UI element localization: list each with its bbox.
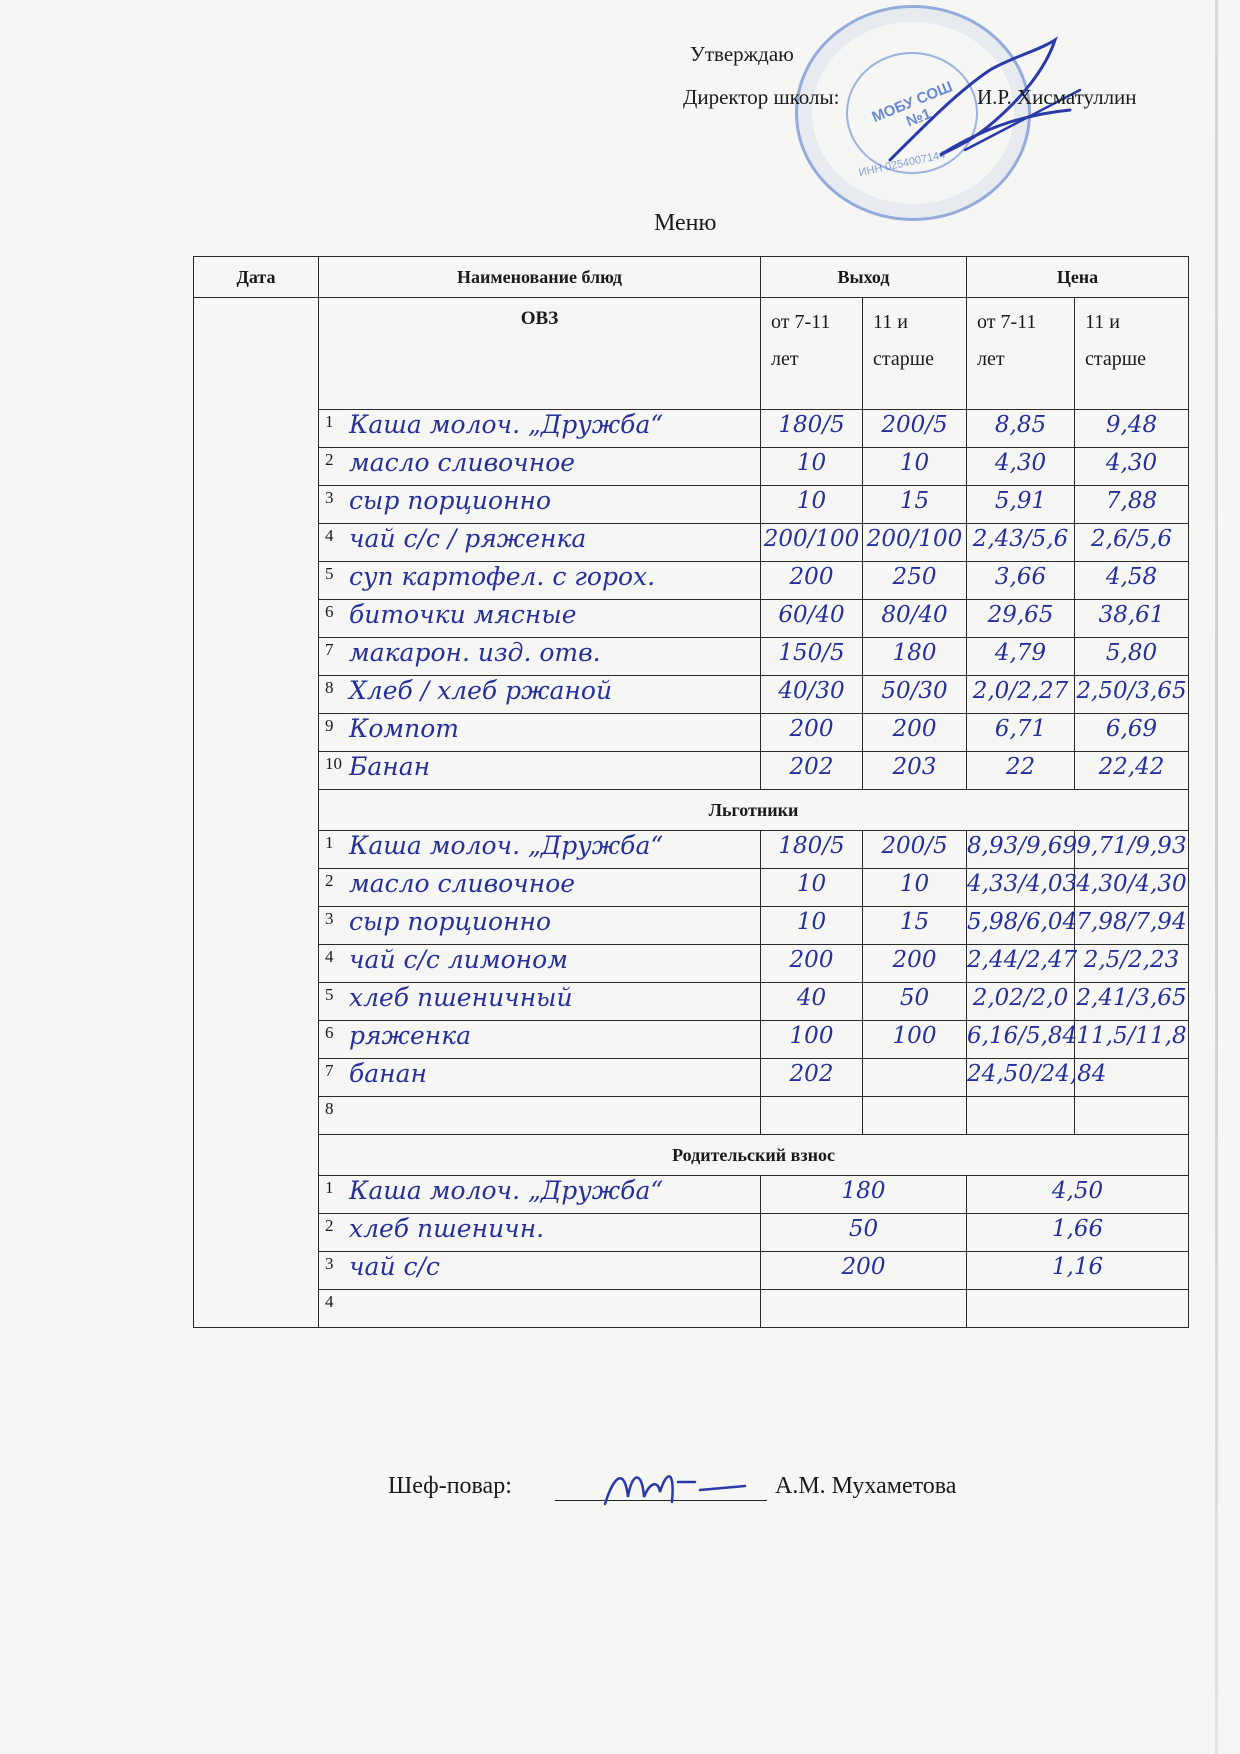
price-11-plus: 9,48: [1105, 412, 1158, 438]
dish-cell: [319, 676, 761, 714]
output-cell: [761, 486, 863, 524]
price-7-11: 4,33/4,03: [967, 871, 1078, 897]
price-cell: [1075, 562, 1189, 600]
dish-cell: [319, 1252, 761, 1290]
output-7-11: 10: [796, 488, 827, 514]
price-cell: [1075, 714, 1189, 752]
price-11-plus: [1075, 1059, 1188, 1061]
price-cell: [1075, 983, 1189, 1021]
dish-name: банан: [349, 1059, 428, 1088]
output-cell: [761, 1059, 863, 1097]
price-cell: [967, 1059, 1107, 1097]
dish-name: Каша молоч. „Дружба“: [349, 410, 664, 439]
output-cell: [863, 869, 967, 907]
dish-name: Банан: [349, 752, 431, 781]
price-cell: [967, 831, 1078, 869]
row-number: 7: [325, 1061, 334, 1080]
output-cell: [761, 1290, 967, 1328]
price-cell: [1075, 869, 1189, 907]
output-cell: [761, 1176, 967, 1214]
row-number: 5: [325, 564, 334, 583]
header-price: Цена: [967, 257, 1189, 298]
table-row: [194, 600, 1189, 638]
dish-cell: [319, 1021, 761, 1059]
price-cell: [967, 869, 1078, 907]
dish-name: чай с/с: [349, 1252, 440, 1281]
table-row: [194, 1059, 1189, 1097]
dish-cell: [319, 1059, 761, 1097]
stamp-inn: ИНН 0254007144: [857, 148, 947, 180]
output-11-plus: 200: [892, 947, 937, 973]
table-row: [194, 410, 1189, 448]
dish-name: макарон. изд. отв.: [349, 638, 601, 667]
price-cell: [1075, 907, 1189, 945]
row-number: 1: [325, 1178, 334, 1197]
dish-cell: [319, 524, 761, 562]
output-cell: [863, 1021, 967, 1059]
date-cell: [194, 298, 319, 1328]
price-cell: [1075, 448, 1189, 486]
price-cell: [967, 1290, 1189, 1328]
output-value: 180: [841, 1178, 886, 1204]
price-cell: [967, 676, 1075, 714]
price-cell: [1075, 1021, 1189, 1059]
price-age-7-11: от 7-11 лет: [967, 298, 1075, 410]
section-parent-title: Родительский взнос: [319, 1135, 1189, 1176]
price-11-plus: 2,50/3,65: [1076, 678, 1187, 704]
row-number: 8: [325, 1099, 334, 1118]
output-cell: [863, 1097, 967, 1135]
output-11-plus: 180: [892, 640, 937, 666]
output-cell: [863, 1059, 967, 1097]
dish-name: Каша молоч. „Дружба“: [349, 1176, 664, 1205]
dish-name: сыр порционно: [349, 907, 552, 936]
output-cell: [761, 907, 863, 945]
header-dish: Наименование блюд: [319, 257, 761, 298]
price-7-11: 24,50/24,84: [967, 1061, 1107, 1087]
dish-cell: [319, 1214, 761, 1252]
price-value: 4,50: [1051, 1178, 1104, 1204]
dish-cell: [319, 752, 761, 790]
price-cell: [1075, 638, 1189, 676]
dish-cell: [319, 638, 761, 676]
output-11-plus: 50/30: [881, 678, 948, 704]
output-7-11: 10: [796, 871, 827, 897]
price-7-11: 5,91: [994, 488, 1047, 514]
output-11-plus: 50: [899, 985, 930, 1011]
output-cell: [761, 831, 863, 869]
price-11-plus: 2,5/2,23: [1083, 947, 1180, 973]
dish-cell: [319, 1176, 761, 1214]
price-cell: [1075, 1059, 1189, 1097]
output-11-plus: 15: [899, 488, 930, 514]
price-cell: [967, 752, 1075, 790]
price-cell: [967, 1214, 1189, 1252]
price-cell: [967, 907, 1078, 945]
output-7-11: 40: [796, 985, 827, 1011]
price-11-plus: 4,58: [1105, 564, 1158, 590]
price-cell: [967, 638, 1075, 676]
row-number: 10: [325, 754, 342, 773]
dish-name: чай с/с / ряженка: [349, 524, 587, 553]
price-7-11: [967, 1097, 1074, 1099]
dish-cell: [319, 983, 761, 1021]
price-7-11: 2,44/2,47: [967, 947, 1078, 973]
output-7-11: 10: [796, 450, 827, 476]
row-number: 9: [325, 716, 334, 735]
director-signature: [870, 30, 1090, 190]
output-cell: [761, 1214, 967, 1252]
output-11-plus: [863, 1059, 966, 1061]
dish-cell: [319, 714, 761, 752]
output-cell: [863, 410, 967, 448]
row-number: 4: [325, 1292, 334, 1311]
output-cell: [761, 752, 863, 790]
dish-cell: [319, 1290, 761, 1328]
price-cell: [967, 448, 1075, 486]
dish-name: Хлеб / хлеб ржаной: [349, 676, 613, 705]
price-cell: [967, 524, 1075, 562]
output-cell: [761, 410, 863, 448]
table-row: [194, 562, 1189, 600]
dish-name: сыр порционно: [349, 486, 552, 515]
table-row: [194, 524, 1189, 562]
price-11-plus: 11,5/11,8: [1076, 1023, 1187, 1049]
row-number: 1: [325, 412, 334, 431]
output-cell: [761, 600, 863, 638]
output-cell: [863, 831, 967, 869]
output-cell: [761, 1252, 967, 1290]
stamp-text: МОБУ СОШ №1: [869, 78, 956, 131]
row-number: 4: [325, 526, 334, 545]
price-7-11: 4,79: [994, 640, 1047, 666]
dish-name: масло сливочное: [349, 448, 576, 477]
output-11-plus: 203: [892, 754, 937, 780]
price-cell: [967, 486, 1075, 524]
output-cell: [761, 945, 863, 983]
dish-name: масло сливочное: [349, 869, 576, 898]
price-7-11: 2,0/2,27: [972, 678, 1069, 704]
menu-table-body: [194, 298, 1189, 1328]
output-cell: [863, 752, 967, 790]
price-cell: [967, 410, 1075, 448]
output-cell: [863, 524, 967, 562]
row-number: 2: [325, 450, 334, 469]
row-number: 5: [325, 985, 334, 1004]
chef-name: А.М. Мухаметова: [775, 1473, 957, 1499]
output-cell: [761, 448, 863, 486]
row-number: 3: [325, 1254, 334, 1273]
output-cell: [761, 869, 863, 907]
output-cell: [863, 945, 967, 983]
price-cell: [1075, 410, 1189, 448]
dish-cell: [319, 831, 761, 869]
row-number: 8: [325, 678, 334, 697]
output-7-11: 202: [789, 1061, 834, 1087]
row-number: 4: [325, 947, 334, 966]
price-7-11: 4,30: [994, 450, 1047, 476]
price-7-11: 5,98/6,04: [967, 909, 1078, 935]
output-7-11: 200: [789, 947, 834, 973]
price-11-plus: 22,42: [1098, 754, 1165, 780]
table-row: [194, 1290, 1189, 1328]
output-7-11: 200: [789, 564, 834, 590]
output-7-11: 10: [796, 909, 827, 935]
price-7-11: 22: [1005, 754, 1036, 780]
price-cell: [967, 1176, 1189, 1214]
output-11-plus: 15: [899, 909, 930, 935]
approve-word: Утверждаю: [690, 42, 794, 66]
price-11-plus: 6,69: [1105, 716, 1158, 742]
price-cell: [967, 945, 1078, 983]
output-11-plus: 100: [892, 1023, 937, 1049]
price-7-11: 8,85: [994, 412, 1047, 438]
director-label: Директор школы:: [683, 85, 840, 109]
output-cell: [761, 676, 863, 714]
row-number: 1: [325, 833, 334, 852]
price-11-plus: 38,61: [1098, 602, 1165, 628]
dish-name: хлеб пшеничный: [349, 983, 573, 1012]
price-value: 1,66: [1051, 1216, 1104, 1242]
output-cell: [761, 983, 863, 1021]
output-7-11: 100: [789, 1023, 834, 1049]
output-11-plus: 200: [892, 716, 937, 742]
price-cell: [967, 1097, 1075, 1135]
output-cell: [761, 524, 863, 562]
price-cell: [1075, 945, 1189, 983]
price-cell: [967, 983, 1075, 1021]
price-cell: [967, 600, 1075, 638]
price-7-11: 6,71: [994, 716, 1047, 742]
output-cell: [761, 638, 863, 676]
dish-name: ряженка: [349, 1021, 472, 1050]
output-7-11: 200/100: [763, 526, 860, 552]
dish-name: хлеб пшеничн.: [349, 1214, 545, 1243]
output-11-plus: 10: [899, 450, 930, 476]
output-cell: [863, 714, 967, 752]
dish-cell: [319, 486, 761, 524]
output-value: 200: [841, 1254, 886, 1280]
dish-name: Каша молоч. „Дружба“: [349, 831, 664, 860]
output-7-11: 180/5: [778, 412, 845, 438]
price-value: [967, 1290, 1188, 1292]
price-11-plus: 4,30/4,30: [1076, 871, 1187, 897]
price-7-11: 2,02/2,0: [972, 985, 1069, 1011]
dish-cell: [319, 945, 761, 983]
table-row: [194, 1176, 1189, 1214]
output-cell: [863, 907, 967, 945]
price-11-plus: 7,98/7,94: [1076, 909, 1187, 935]
output-7-11: 40/30: [778, 678, 845, 704]
price-cell: [967, 1021, 1078, 1059]
chef-label: Шеф-повар:: [388, 1473, 512, 1499]
table-row: [194, 831, 1189, 869]
output-cell: [761, 562, 863, 600]
output-7-11: 150/5: [778, 640, 845, 666]
row-number: 2: [325, 1216, 334, 1235]
table-row: [194, 638, 1189, 676]
output-11-plus: 200/5: [881, 833, 948, 859]
output-cell: [761, 1021, 863, 1059]
page-edge: [1215, 0, 1218, 1754]
document-title: Меню: [654, 210, 717, 236]
price-cell: [967, 1252, 1189, 1290]
output-cell: [863, 638, 967, 676]
output-7-11: 180/5: [778, 833, 845, 859]
output-age-7-11: от 7-11 лет: [761, 298, 863, 410]
chef-signature: [600, 1462, 750, 1512]
output-cell: [863, 983, 967, 1021]
output-11-plus: 10: [899, 871, 930, 897]
price-7-11: 6,16/5,84: [967, 1023, 1078, 1049]
price-age-11-plus: 11 и старше: [1075, 298, 1189, 410]
dish-name: чай с/с лимоном: [349, 945, 568, 974]
dish-cell: [319, 600, 761, 638]
dish-name: биточки мясные: [349, 600, 577, 629]
price-11-plus: 5,80: [1105, 640, 1158, 666]
dish-cell: [319, 1097, 761, 1135]
price-11-plus: [1075, 1097, 1188, 1099]
output-cell: [863, 676, 967, 714]
price-7-11: 8,93/9,69: [967, 833, 1078, 859]
table-row: [194, 869, 1189, 907]
dish-name: суп картофел. с горох.: [349, 562, 656, 591]
row-number: 7: [325, 640, 334, 659]
price-7-11: 3,66: [994, 564, 1047, 590]
row-number: 6: [325, 1023, 334, 1042]
price-cell: [1075, 1097, 1189, 1135]
output-11-plus: 200/100: [866, 526, 963, 552]
output-age-11-plus: 11 и старше: [863, 298, 967, 410]
table-row: [194, 945, 1189, 983]
row-number: 6: [325, 602, 334, 621]
output-11-plus: 200/5: [881, 412, 948, 438]
price-cell: [967, 714, 1075, 752]
dish-cell: [319, 410, 761, 448]
table-row: [194, 1021, 1189, 1059]
row-number: 3: [325, 488, 334, 507]
header-date: Дата: [194, 257, 319, 298]
director-name: И.Р. Хисматуллин: [977, 85, 1137, 109]
output-cell: [863, 486, 967, 524]
output-value: 50: [848, 1216, 879, 1242]
price-value: 1,16: [1051, 1254, 1104, 1280]
group-ovz-label: ОВЗ: [319, 298, 761, 410]
price-cell: [1075, 752, 1189, 790]
dish-cell: [319, 869, 761, 907]
output-7-11: [761, 1097, 862, 1099]
section-lgot-title: Льготники: [319, 790, 1189, 831]
output-11-plus: [863, 1097, 966, 1099]
price-11-plus: 2,41/3,65: [1076, 985, 1187, 1011]
output-11-plus: 250: [892, 564, 937, 590]
output-7-11: 60/40: [778, 602, 845, 628]
price-11-plus: 2,6/5,6: [1091, 526, 1172, 552]
output-cell: [863, 562, 967, 600]
table-row: [194, 676, 1189, 714]
price-cell: [1075, 486, 1189, 524]
table-row: [194, 983, 1189, 1021]
table-row: [194, 1214, 1189, 1252]
table-row: [194, 448, 1189, 486]
menu-table: [193, 256, 1189, 1328]
table-row: [194, 752, 1189, 790]
output-cell: [863, 448, 967, 486]
price-cell: [1075, 524, 1189, 562]
dish-cell: [319, 448, 761, 486]
price-cell: [967, 562, 1075, 600]
table-row: [194, 714, 1189, 752]
output-cell: [761, 1097, 863, 1135]
table-row: [194, 1097, 1189, 1135]
dish-cell: [319, 907, 761, 945]
price-11-plus: 7,88: [1105, 488, 1158, 514]
table-row: [194, 1252, 1189, 1290]
price-7-11: 29,65: [987, 602, 1054, 628]
price-11-plus: 9,71/9,93: [1076, 833, 1187, 859]
output-7-11: 200: [789, 716, 834, 742]
row-number: 3: [325, 909, 334, 928]
table-row: [194, 486, 1189, 524]
price-cell: [1075, 600, 1189, 638]
output-cell: [761, 714, 863, 752]
dish-cell: [319, 562, 761, 600]
table-row: [194, 907, 1189, 945]
header-output: Выход: [761, 257, 967, 298]
price-cell: [1075, 676, 1189, 714]
price-7-11: 2,43/5,6: [972, 526, 1069, 552]
output-11-plus: 80/40: [881, 602, 948, 628]
row-number: 2: [325, 871, 334, 890]
price-11-plus: 4,30: [1105, 450, 1158, 476]
dish-name: Компот: [349, 714, 459, 743]
output-value: [761, 1290, 966, 1292]
output-7-11: 202: [789, 754, 834, 780]
output-cell: [863, 600, 967, 638]
price-cell: [1075, 831, 1189, 869]
